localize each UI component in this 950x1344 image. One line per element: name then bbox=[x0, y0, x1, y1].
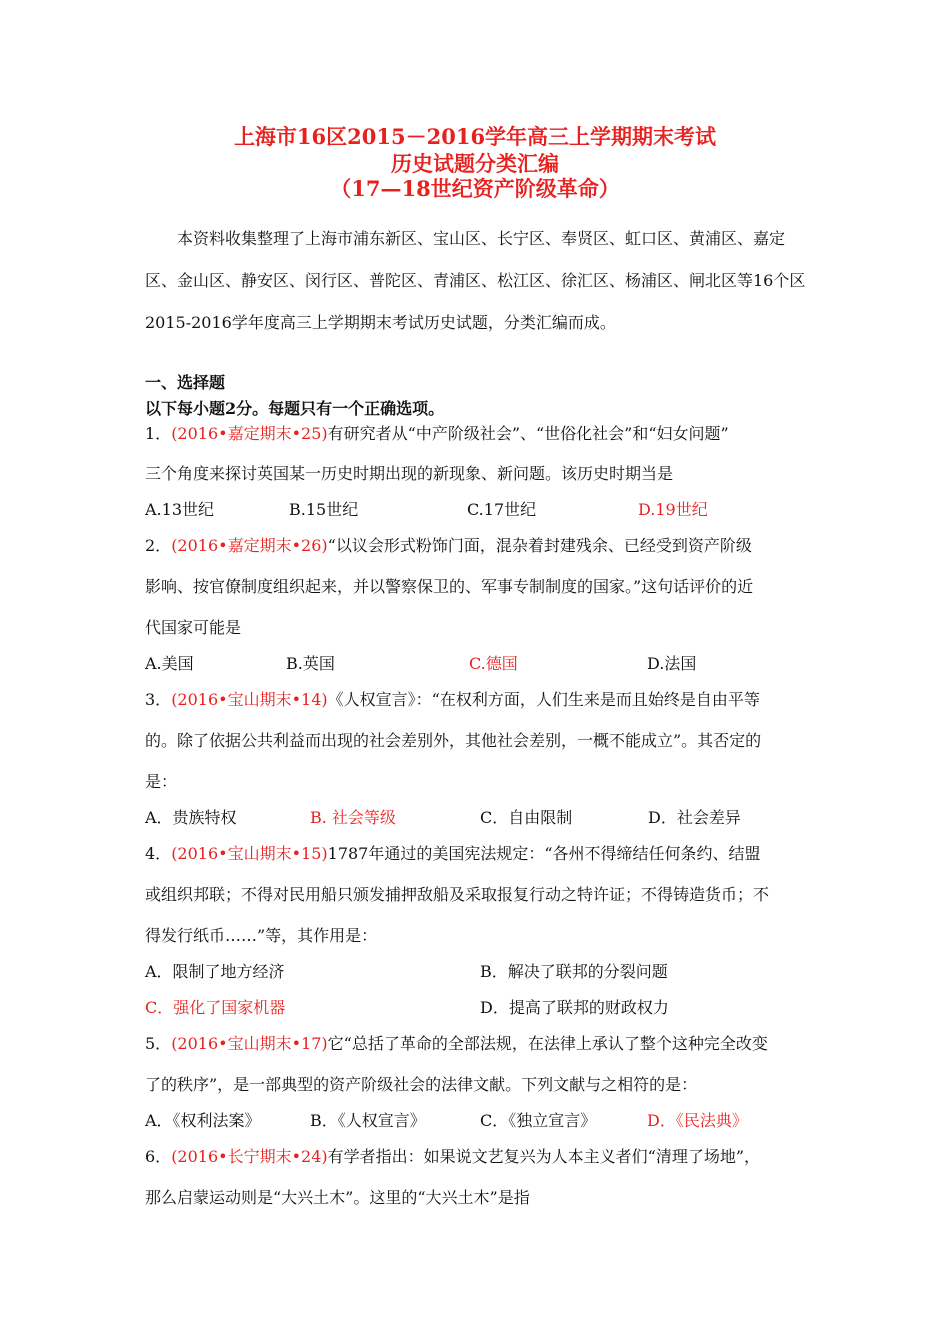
option-a: A．贵族特权 bbox=[145, 808, 237, 827]
question-text: “以议会形式粉饰门面，混杂着封建残余、已经受到资产阶级 bbox=[327, 536, 752, 555]
question-text: 代国家可能是 bbox=[145, 618, 242, 637]
option-d: D．提高了联邦的财政权力 bbox=[480, 998, 669, 1017]
question-source: (2016•嘉定期末•26) bbox=[171, 536, 328, 555]
option-d-answer: D.19世纪 bbox=[638, 500, 708, 519]
question-6 bbox=[145, 1144, 760, 1167]
option-d: D．社会差异 bbox=[648, 808, 741, 827]
question-number: 4． bbox=[145, 844, 172, 863]
question-source: (2016•长宁期末•24) bbox=[171, 1147, 328, 1166]
doc-title: 上海市16区2015－2016学年高三上学期期末考试 bbox=[233, 124, 717, 149]
intro-paragraph: 本资料收集整理了上海市浦东新区、宝山区、长宁区、奉贤区、虹口区、黄浦区、嘉定区、金山区、静安区、闵行区、普陀区、青浦区、松江区、徐汇区、杨浦区、闸北区等16个区2015-2016学年度高三上学期期末考试历史试题，分类汇编而成。 bbox=[145, 229, 806, 332]
option-c: C．自由限制 bbox=[480, 808, 573, 827]
question-text: 1787年通过的美国宪法规定：“各州不得缔结任何条约、结盟 bbox=[327, 844, 761, 863]
question-text: 《人权宣言》：“在权利方面，人们生来是而且始终是自由平等 bbox=[327, 690, 760, 709]
section-heading: 一、选择题 bbox=[145, 373, 226, 392]
option-b: B.15世纪 bbox=[289, 500, 359, 519]
option-c: C.17世纪 bbox=[467, 500, 537, 519]
question-1 bbox=[145, 421, 729, 444]
question-text: 那么启蒙运动则是“大兴土木”。这里的“大兴土木”是指 bbox=[145, 1188, 530, 1207]
option-a: A.13世纪 bbox=[145, 500, 215, 519]
question-text: 三个角度来探讨英国某一历史时期出现的新现象、新问题。该历史时期当是 bbox=[145, 464, 674, 483]
doc-subtitle: 历史试题分类汇编 bbox=[391, 151, 559, 176]
option-b: B.英国 bbox=[286, 654, 335, 673]
option-c-answer: C.德国 bbox=[469, 654, 518, 673]
question-2 bbox=[145, 533, 752, 556]
question-text: 有研究者从“中产阶级社会”、“世俗化社会”和“妇女问题” bbox=[327, 424, 729, 443]
question-text: 或组织邦联；不得对民用船只颁发捕押敌船及采取报复行动之特许证；不得铸造货币；不 bbox=[145, 885, 770, 904]
question-text: 了的秩序”，是一部典型的资产阶级社会的法律文献。下列文献与之相符的是： bbox=[145, 1075, 698, 1094]
option-d: D.法国 bbox=[647, 654, 697, 673]
section-instruction: 以下每小题2分。每题只有一个正确选项。 bbox=[145, 399, 445, 418]
question-5 bbox=[145, 1031, 768, 1054]
doc-topic: （17—18世纪资产阶级革命） bbox=[330, 176, 620, 201]
question-number: 1． bbox=[145, 424, 172, 443]
question-number: 6． bbox=[145, 1147, 172, 1166]
question-text: 有学者指出：如果说文艺复兴为人本主义者们“清理了场地”， bbox=[327, 1147, 761, 1166]
question-source: (2016•宝山期末•17) bbox=[171, 1034, 328, 1053]
option-b-answer: B. 社会等级 bbox=[310, 808, 396, 827]
option-a: A．《权利法案》 bbox=[145, 1111, 261, 1130]
question-text: 它“总括了革命的全部法规，在法律上承认了整个这种完全改变 bbox=[327, 1034, 768, 1053]
question-number: 3． bbox=[145, 690, 172, 709]
question-text: 影响、按官僚制度组织起来，并以警察保卫的、军事专制制度的国家。”这句话评价的近 bbox=[145, 577, 754, 596]
option-c: C．《独立宣言》 bbox=[480, 1111, 597, 1130]
option-b: B．解决了联邦的分裂问题 bbox=[480, 962, 668, 981]
option-a: A.美国 bbox=[145, 654, 194, 673]
option-a: A．限制了地方经济 bbox=[145, 962, 285, 981]
question-text: 的。除了依据公共利益而出现的社会差别外，其他社会差别，一概不能成立”。其否定的 bbox=[145, 731, 762, 750]
question-source: (2016•嘉定期末•25) bbox=[171, 424, 328, 443]
question-source: (2016•宝山期末•15) bbox=[171, 844, 328, 863]
option-b: B．《人权宣言》 bbox=[310, 1111, 426, 1130]
question-number: 2． bbox=[145, 536, 172, 555]
question-3 bbox=[145, 687, 760, 710]
option-c-answer: C．强化了国家机器 bbox=[145, 998, 286, 1017]
option-d-answer: D．《民法典》 bbox=[647, 1111, 748, 1130]
question-text: 得发行纸币……”等，其作用是： bbox=[145, 926, 378, 945]
question-text: 是： bbox=[145, 772, 178, 791]
question-4 bbox=[145, 841, 761, 864]
question-source: (2016•宝山期末•14) bbox=[171, 690, 328, 709]
question-number: 5． bbox=[145, 1034, 172, 1053]
